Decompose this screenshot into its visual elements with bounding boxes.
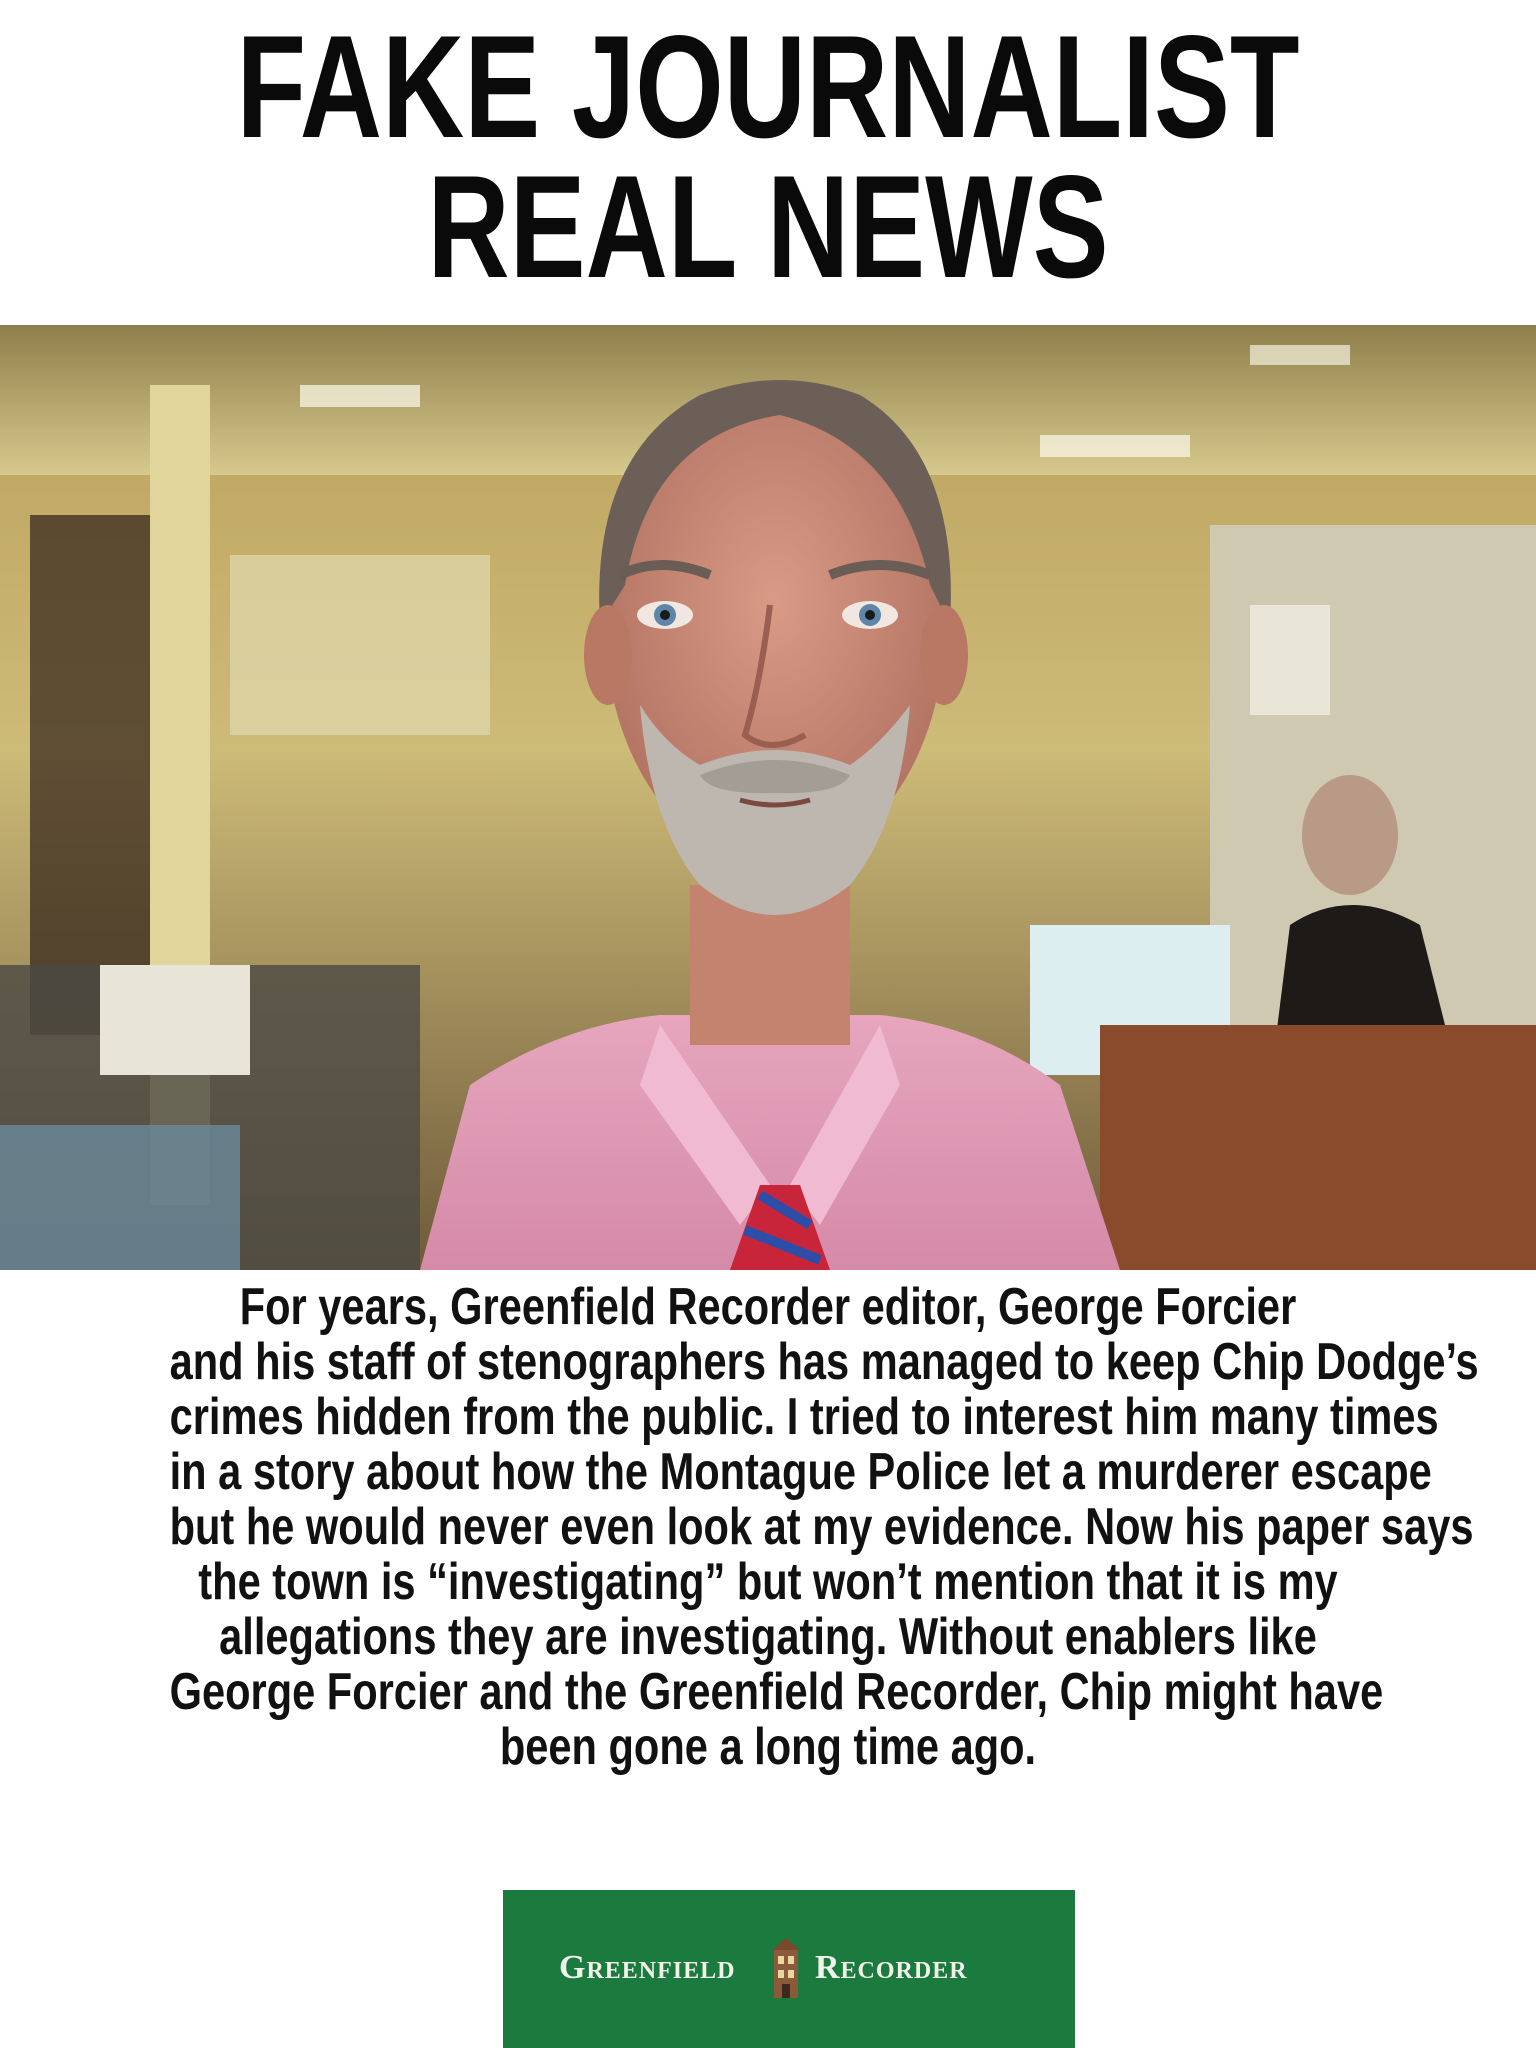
body-line: For years, Greenfield Recorder editor, George Forcier xyxy=(239,1278,1297,1336)
body-line: crimes hidden from the public. I tried to interest him many times xyxy=(169,1388,1439,1446)
logo-word-left: Greenfield xyxy=(559,1949,736,1986)
body-line: and his staff of stenographers has managed to keep Chip Dodge’s xyxy=(169,1333,1479,1391)
body-line: allegations they are investigating. Without enablers like xyxy=(219,1608,1317,1666)
greenfield-recorder-logo xyxy=(503,1890,1075,2048)
body-line: in a story about how the Montague Police let a murderer escape xyxy=(169,1443,1432,1501)
headline-line-1: FAKE JOURNALIST xyxy=(236,5,1300,168)
logo-word-right: Recorder xyxy=(815,1949,968,1986)
body-line: George Forcier and the Greenfield Recorder, Chip might have xyxy=(169,1663,1384,1721)
headline xyxy=(0,0,1536,325)
portrait-photo xyxy=(0,325,1536,1270)
headline-line-2: REAL NEWS xyxy=(427,145,1109,308)
building-tower-icon xyxy=(766,1936,806,1998)
body-paragraph xyxy=(20,1280,1516,1775)
body-line: but he would never even look at my evidence. Now his paper says xyxy=(169,1498,1474,1556)
body-line: the town is “investigating” but won’t mention that it is my xyxy=(198,1553,1338,1611)
body-line: been gone a long time ago. xyxy=(499,1718,1037,1776)
